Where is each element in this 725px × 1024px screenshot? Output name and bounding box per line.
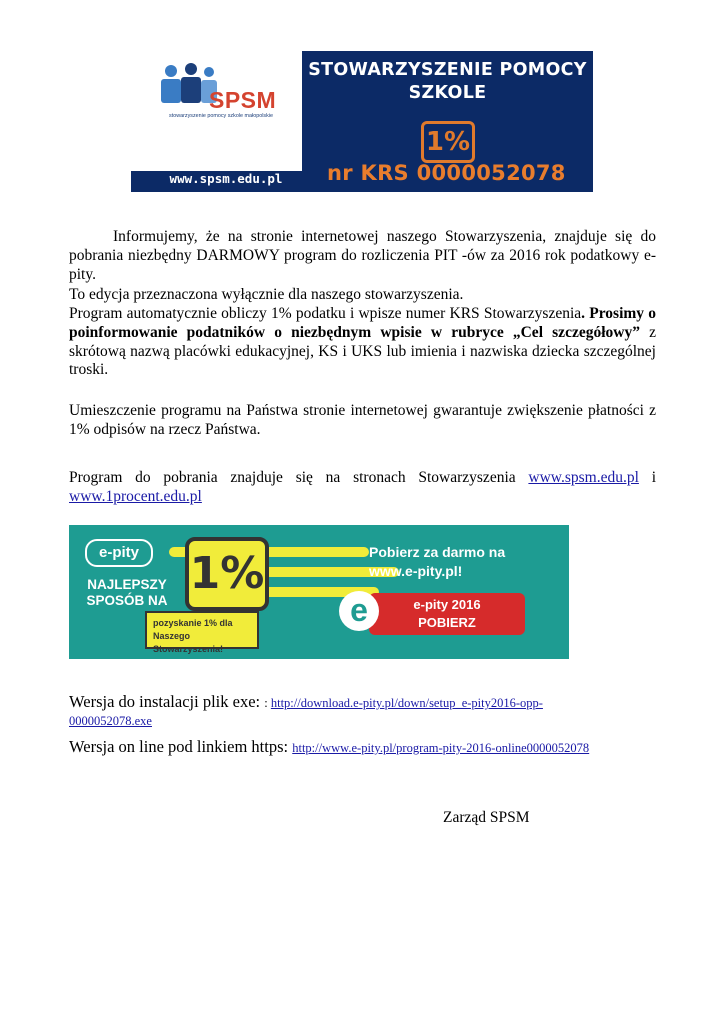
epity-e-icon: e xyxy=(339,591,379,631)
epity-slogan: NAJLEPSZY SPOSÓB NA xyxy=(86,577,168,608)
logo-text: SPSM xyxy=(209,87,277,113)
request-bold-text: Prosimy o poinformowanie podatników o niezbędnym wpisie w rubryce „Cel szczegółowy” xyxy=(69,305,657,341)
epity-big-percent: 1% xyxy=(185,537,269,611)
exe-colon: : xyxy=(264,696,271,710)
online-link[interactable]: http://www.e-pity.pl/program-pity-2016-online0000052078 xyxy=(292,741,590,755)
exe-link-part2[interactable]: 0000052078.exe xyxy=(69,714,152,728)
paragraph-intro: Informujemy, że na stronie internetowej naszego Stowarzyszenia, znajduje się do pobrania niezbędny DARMOWY program do rozliczenia PIT -ów za 2016 rok podatkowy e-pity. xyxy=(69,228,656,283)
program-text: Program automatycznie obliczy 1% podatku i wpisze numer KRS Stowarzyszenia xyxy=(69,305,582,322)
paragraph-download xyxy=(69,469,656,507)
epity-banner[interactable] xyxy=(69,525,569,659)
exe-line-2 xyxy=(69,712,152,730)
banner-title-line1: STOWARZYSZENIE POMOCY xyxy=(308,60,587,80)
epity-box-text: pozyskanie 1% dla Naszego Stowarzyszenia! xyxy=(145,611,259,649)
request-rest-text: z skrótową nazwą placówki edukacyjnej, KS i UKS lub imienia i nazwiska dziecka szczególnej troski. xyxy=(69,323,656,379)
paragraph-program xyxy=(69,305,656,380)
online-label: Wersja on line pod linkiem https: xyxy=(69,737,293,756)
signature: Zarząd SPSM xyxy=(443,809,530,826)
percent-badge: 1% xyxy=(421,121,475,163)
logo-subtitle: stowarzyszenie pomocy szkole małopolskie xyxy=(169,113,273,119)
spsm-link[interactable]: www.spsm.edu.pl xyxy=(528,469,639,486)
spsm-banner xyxy=(131,51,593,192)
epity-download-button[interactable] xyxy=(369,593,525,635)
exe-link-part1[interactable]: http://download.e-pity.pl/down/setup_e-pity2016-opp- xyxy=(270,696,543,710)
epity-cta: Pobierz za darmo na www.e-pity.pl! xyxy=(369,544,506,579)
epity-button-line2: POBIERZ xyxy=(418,615,476,630)
banner-logo-area xyxy=(131,51,302,192)
exe-line xyxy=(69,692,543,712)
krs-number: nr KRS 0000052078 xyxy=(327,161,566,185)
paragraph-edition: To edycja przeznaczona wyłącznie dla naszego stowarzyszenia. xyxy=(69,286,464,303)
banner-title-line2: SZKOLE xyxy=(408,83,487,103)
program-dot: . xyxy=(581,305,586,322)
download-and: i xyxy=(638,469,656,486)
banner-site-url: www.spsm.edu.pl xyxy=(169,171,283,186)
online-line xyxy=(69,737,589,757)
paragraph-placement: Umieszczenie programu na Państwa stronie internetowej gwarantuje zwiększenie płatności z 1% odpisów na rzecz Państwa. xyxy=(69,402,656,438)
download-text: Program do pobrania znajduje się na stronach Stowarzyszenia xyxy=(69,469,529,486)
epity-button-line1: e-pity 2016 xyxy=(413,597,481,612)
epity-logo: e-pity xyxy=(85,539,153,567)
1procent-link[interactable]: www.1procent.edu.pl xyxy=(69,487,202,505)
exe-label: Wersja do instalacji plik exe: xyxy=(69,692,265,711)
banner-title xyxy=(302,59,593,105)
